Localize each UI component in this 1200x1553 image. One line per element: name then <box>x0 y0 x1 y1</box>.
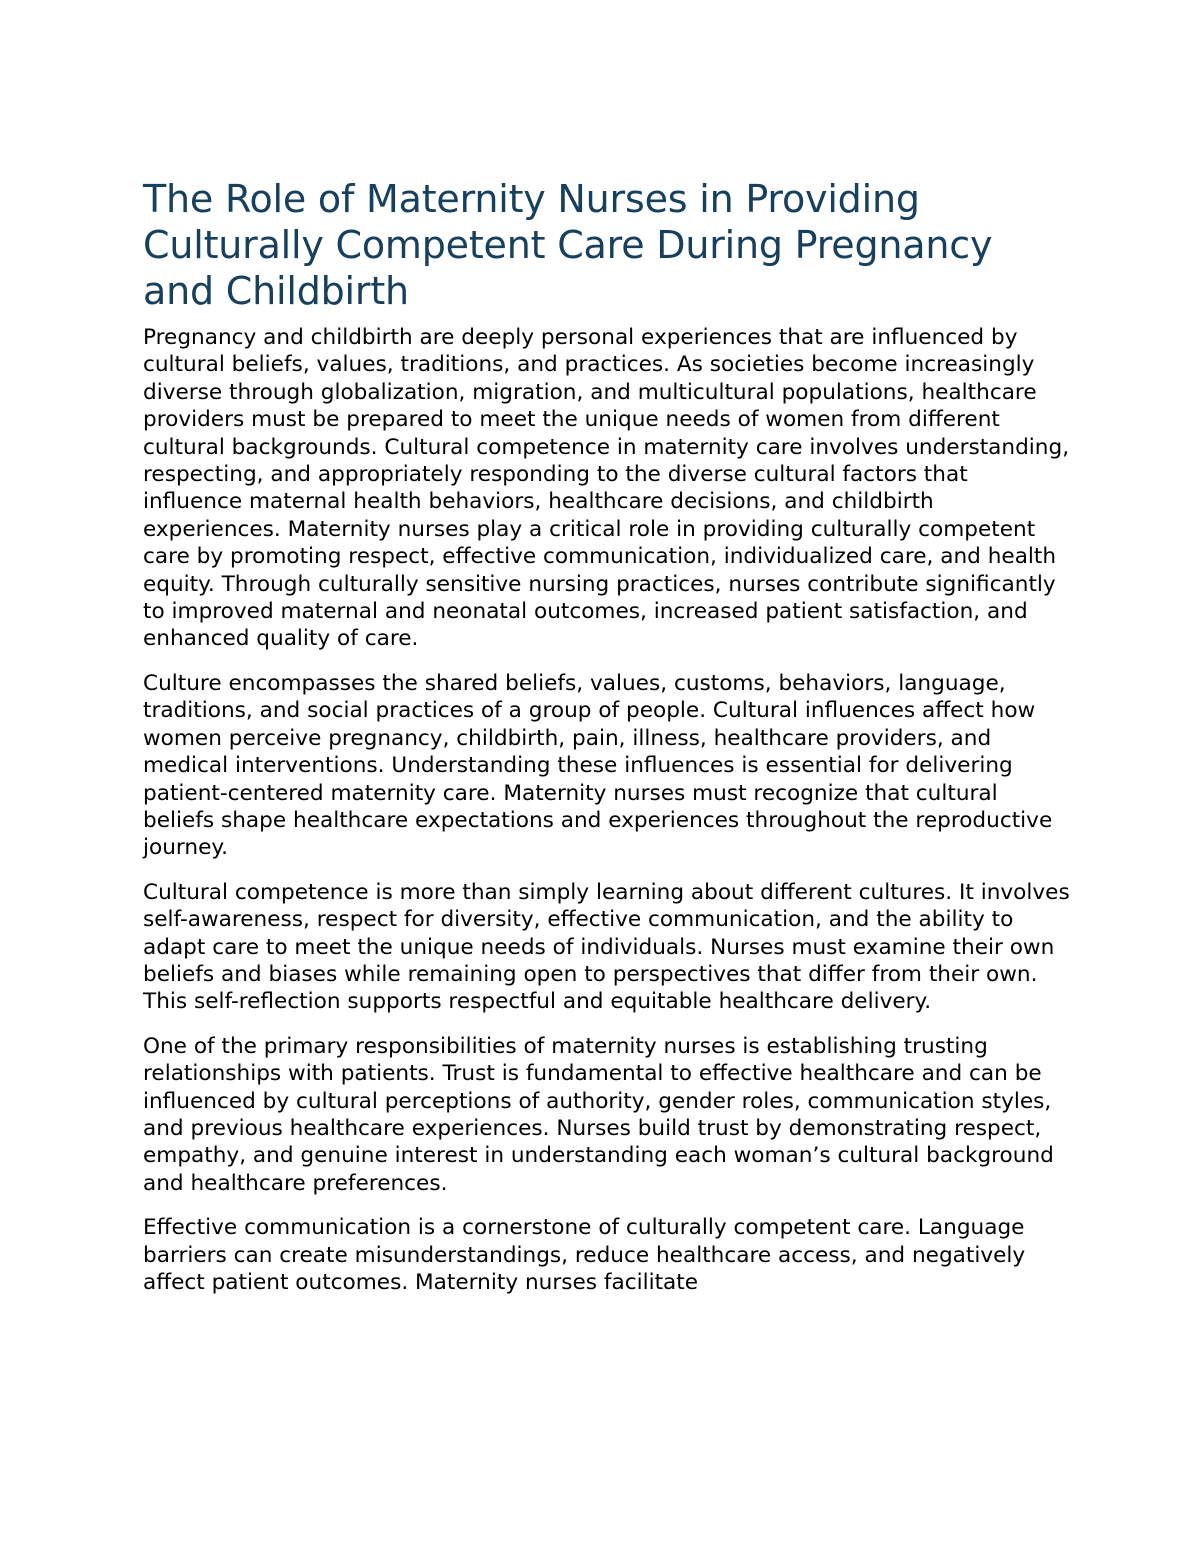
paragraph-communication: Effective communication is a cornerstone of culturally competent care. Language barriers can create misunderstandings, reduce healthcare access, and negatively affect patient outcomes. Maternity nurses facilitate <box>143 1215 1026 1295</box>
paragraph-culture: Culture encompasses the shared beliefs, values, customs, behaviors, language, traditions, and social practices of a group of people. Cultural influences affect how women perceive pregnancy, childbirth, pain, illness, healthcare providers, and medical interventions. Understanding these influences is essential for delivering patient-centered maternity care. Maternity nurses must recognize that cultural beliefs shape healthcare expectations and experiences throughout the reproductive journey. <box>143 670 1053 861</box>
paragraph-cultural-competence: Cultural competence is more than simply learning about different cultures. It involves self-awareness, respect for diversity, effective communication, and the ability to adapt care to meet the unique needs of individuals. Nurses must examine their own beliefs and biases while remaining open to perspectives that differ from their own. This self-reflection supports respectful and equitable healthcare delivery. <box>143 879 1070 1015</box>
document-content <box>143 176 1073 1313</box>
paragraph-intro: Pregnancy and childbirth are deeply personal experiences that are influenced by cultural beliefs, values, traditions, and practices. As societies become increasingly diverse through globalization, migration, and multicultural populations, healthcare providers must be prepared to meet the unique needs of women from different cultural backgrounds. Cultural competence in maternity care involves understanding, respecting, and appropriately responding to the diverse cultural factors that influence maternal health behaviors, healthcare decisions, and childbirth experiences. Maternity nurses play a critical role in providing culturally competent care by promoting respect, effective communication, individualized care, and health equity. Through culturally sensitive nursing practices, nurses contribute significantly to improved maternal and neonatal outcomes, increased patient satisfaction, and enhanced quality of care. <box>143 325 1070 652</box>
document-title: The Role of Maternity Nurses in Providing Culturally Competent Care During Pregnancy and Childbirth <box>143 177 993 313</box>
paragraph-trust: One of the primary responsibilities of maternity nurses is establishing trusting relationships with patients. Trust is fundamental to effective healthcare and can be influenced by cultural perceptions of authority, gender roles, communication styles, and previous healthcare experiences. Nurses build trust by demonstrating respect, empathy, and genuine interest in understanding each woman’s cultural background and healthcare preferences. <box>143 1033 1054 1196</box>
